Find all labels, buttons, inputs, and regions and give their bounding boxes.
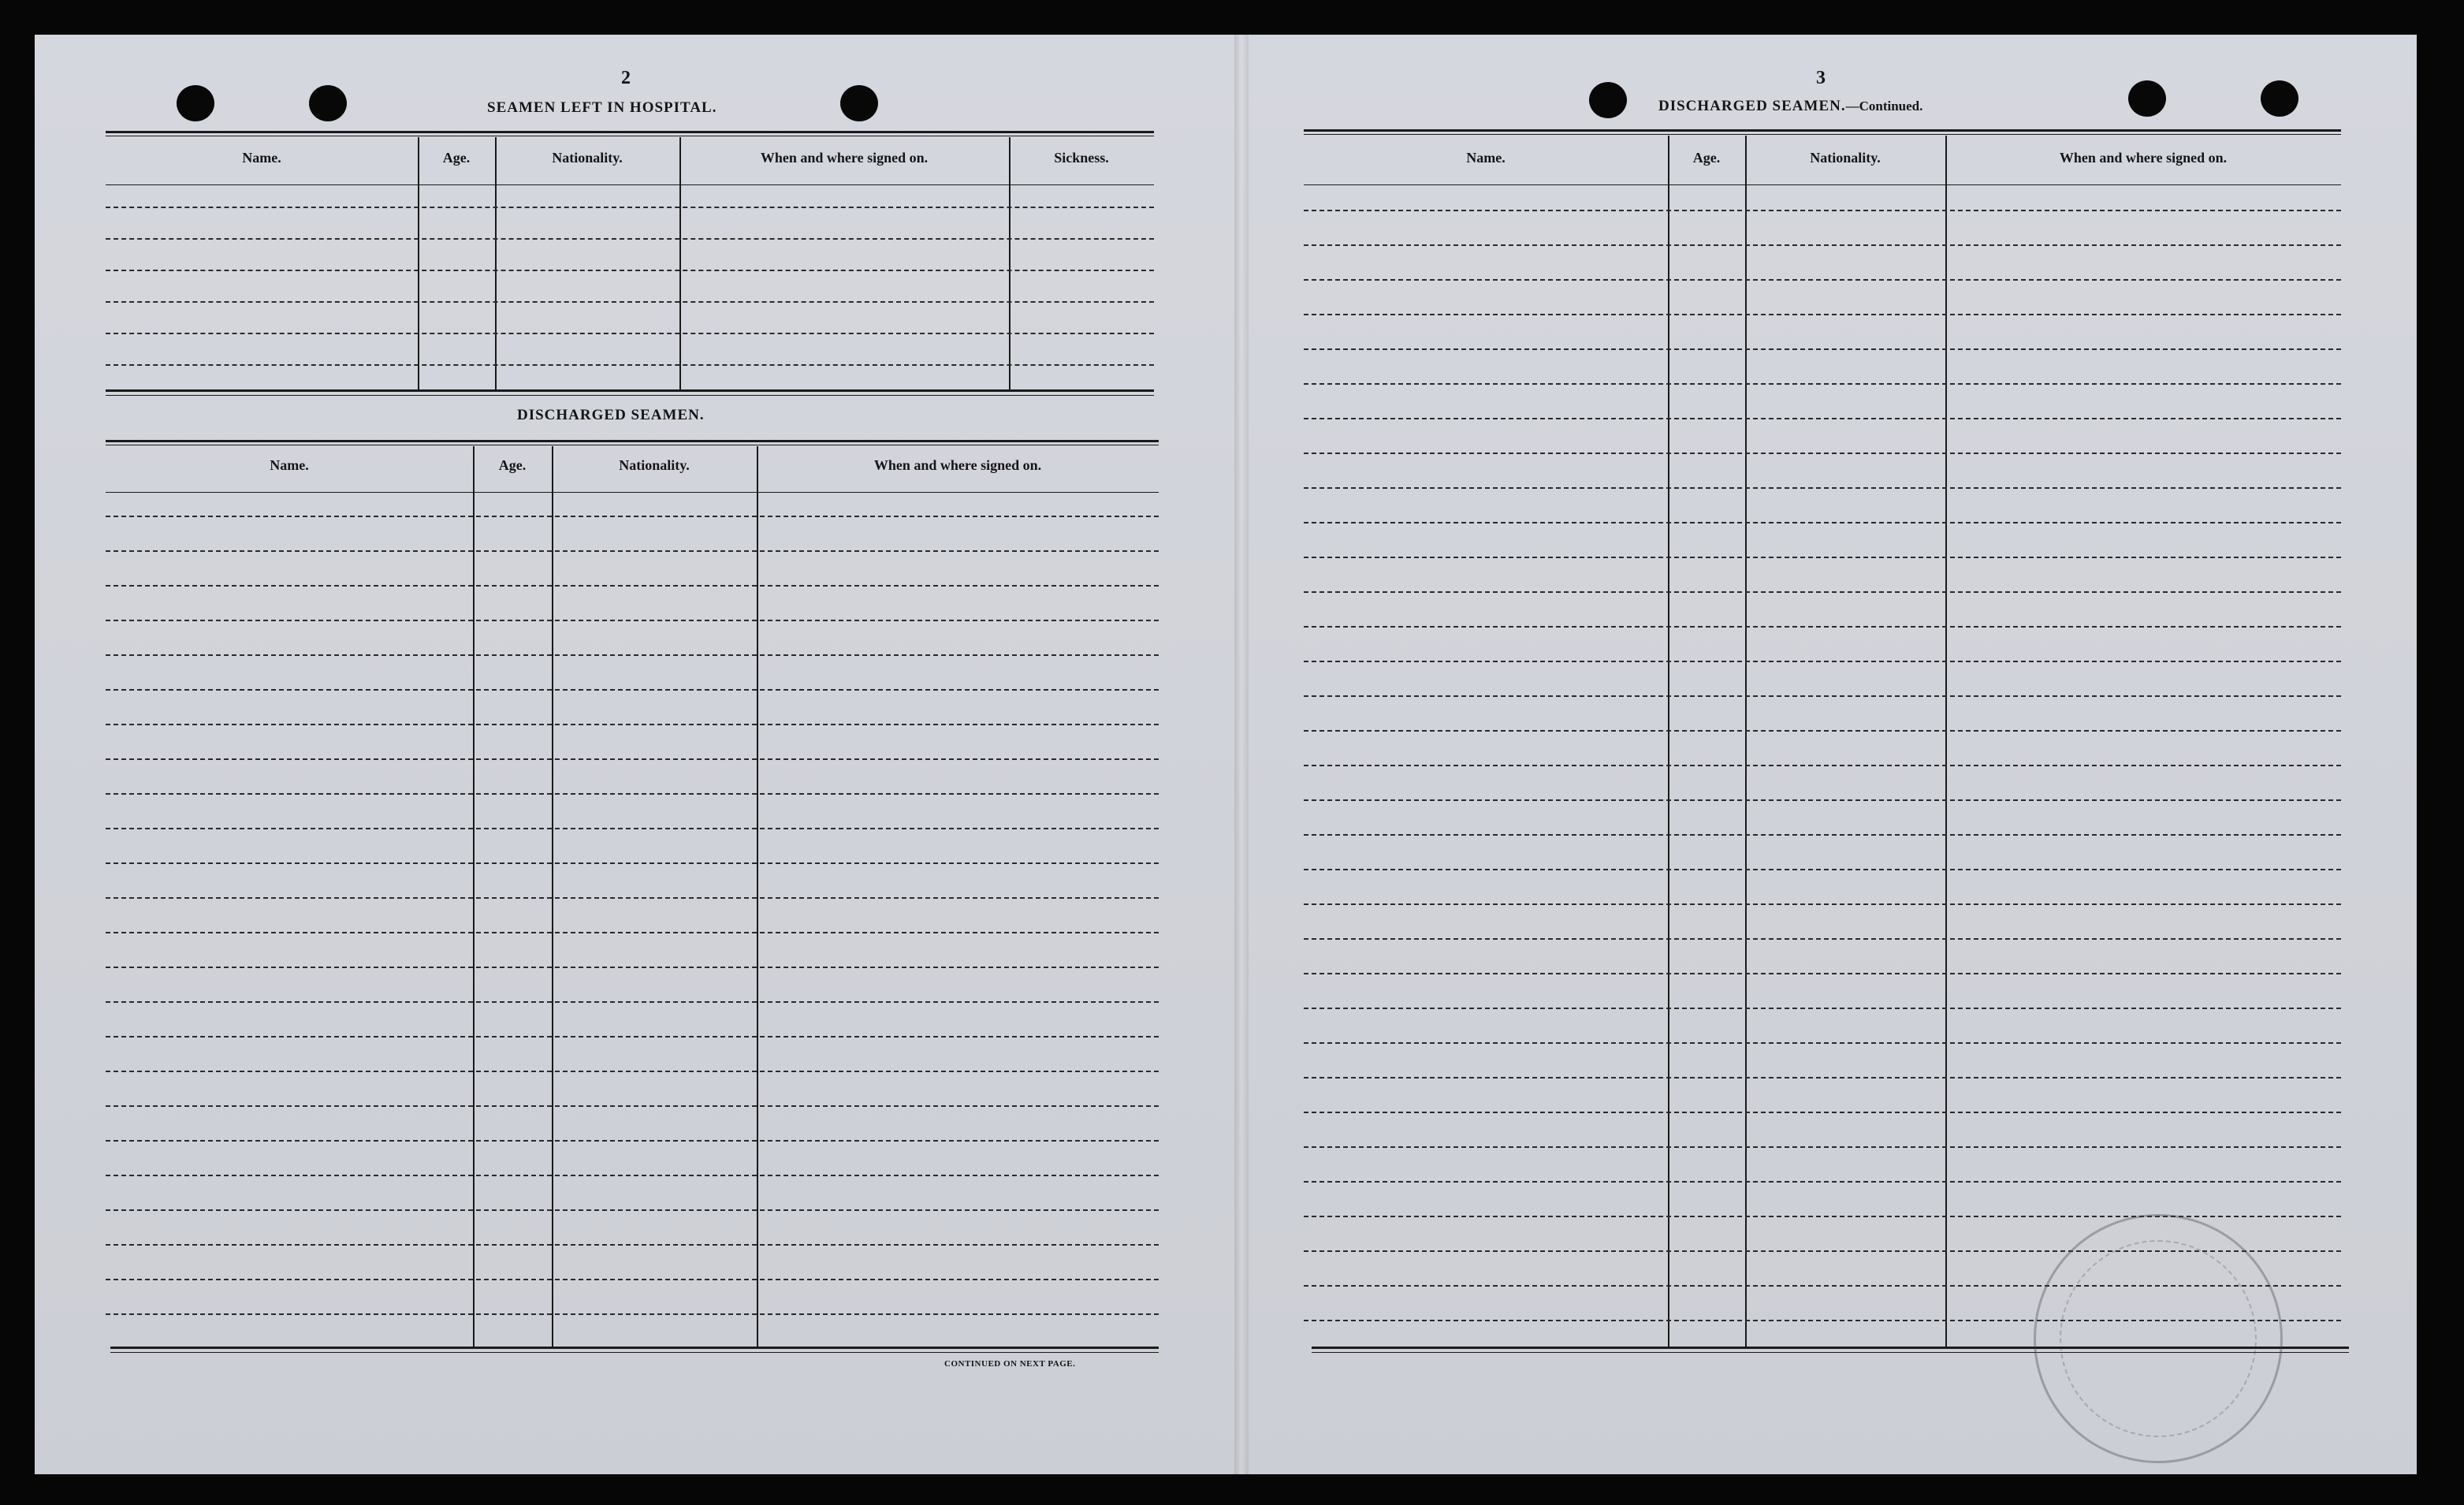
entry-row-line[interactable] (1304, 799, 2341, 801)
page-gutter (1234, 35, 1249, 1474)
discharged-continued-title (1658, 98, 1922, 115)
entry-row-line[interactable] (106, 1036, 1159, 1037)
entry-row-line[interactable] (106, 654, 1159, 656)
header-rule (106, 440, 1159, 442)
entry-row-line[interactable] (106, 1313, 1159, 1315)
punch-hole (309, 85, 347, 121)
entry-row-line[interactable] (106, 1140, 1159, 1142)
entry-row-line[interactable] (106, 1001, 1159, 1003)
entry-row-line[interactable] (106, 364, 1154, 366)
entry-row-line[interactable] (106, 758, 1159, 760)
entry-row-line[interactable] (1304, 591, 2341, 593)
header-rule (1304, 134, 2341, 135)
entry-row-line[interactable] (1304, 626, 2341, 628)
entry-row-line[interactable] (1304, 695, 2341, 697)
page-number: 2 (621, 68, 631, 88)
section-rule (106, 395, 1154, 396)
entry-row-line[interactable] (106, 932, 1159, 933)
postmark-stamp (2034, 1214, 2283, 1463)
header-underline (106, 184, 1154, 185)
discharged-section-title: DISCHARGED SEAMEN. (517, 407, 705, 423)
entry-row-line[interactable] (1304, 1146, 2341, 1148)
entry-row-line[interactable] (1304, 383, 2341, 385)
column-divider (495, 137, 497, 389)
entry-row-line[interactable] (1304, 453, 2341, 454)
column-header: Sickness. (1054, 150, 1109, 166)
section-rule (110, 1347, 1159, 1349)
column-header: Age. (498, 457, 527, 473)
column-header: Name. (242, 150, 281, 166)
entry-row-line[interactable] (1304, 348, 2341, 350)
section-rule (106, 389, 1154, 392)
entry-row-line[interactable] (106, 238, 1154, 240)
column-header: Nationality. (552, 150, 623, 166)
entry-row-line[interactable] (1304, 557, 2341, 558)
punch-hole (840, 85, 878, 121)
entry-row-line[interactable] (106, 301, 1154, 303)
column-divider (418, 137, 419, 389)
column-header: Age. (442, 150, 471, 166)
left-page (35, 35, 1241, 1474)
column-header: Name. (1466, 150, 1506, 166)
entry-row-line[interactable] (106, 550, 1159, 552)
column-divider (1745, 136, 1747, 1347)
entry-row-line[interactable] (106, 793, 1159, 795)
entry-row-line[interactable] (106, 1175, 1159, 1176)
entry-row-line[interactable] (1304, 314, 2341, 315)
column-header: Nationality. (1810, 150, 1881, 166)
entry-row-line[interactable] (1304, 1042, 2341, 1044)
entry-row-line[interactable] (1304, 210, 2341, 211)
page-number: 3 (1816, 68, 1826, 88)
entry-row-line[interactable] (1304, 1077, 2341, 1078)
header-underline (1304, 184, 2341, 185)
column-header: When and where signed on. (873, 457, 1042, 473)
entry-row-line[interactable] (1304, 730, 2341, 732)
entry-row-line[interactable] (1304, 938, 2341, 940)
entry-row-line[interactable] (1304, 1181, 2341, 1183)
discharged-continued-title-main: DISCHARGED SEAMEN. (1658, 98, 1846, 114)
column-header: When and where signed on. (2059, 150, 2228, 166)
column-header: Nationality. (619, 457, 690, 473)
column-header: Name. (270, 457, 309, 473)
entry-row-line[interactable] (1304, 418, 2341, 419)
entry-row-line[interactable] (106, 207, 1154, 208)
continued-footer: CONTINUED ON NEXT PAGE. (944, 1359, 1076, 1369)
continued-suffix: —Continued. (1845, 99, 1923, 114)
entry-row-line[interactable] (106, 897, 1159, 899)
section-rule (110, 1352, 1159, 1353)
entry-row-line[interactable] (106, 689, 1159, 691)
entry-row-line[interactable] (1304, 903, 2341, 905)
header-underline (106, 492, 1159, 493)
entry-row-line[interactable] (1304, 279, 2341, 281)
entry-row-line[interactable] (1304, 1112, 2341, 1113)
entry-row-line[interactable] (106, 1071, 1159, 1072)
punch-hole (2261, 80, 2298, 117)
entry-row-line[interactable] (1304, 661, 2341, 662)
entry-row-line[interactable] (106, 333, 1154, 334)
entry-row-line[interactable] (106, 862, 1159, 864)
entry-row-line[interactable] (106, 585, 1159, 587)
header-rule (1304, 129, 2341, 132)
column-divider (679, 137, 681, 389)
entry-row-line[interactable] (1304, 1008, 2341, 1009)
entry-row-line[interactable] (1304, 244, 2341, 246)
punch-hole (1589, 82, 1627, 118)
entry-row-line[interactable] (106, 1105, 1159, 1107)
entry-row-line[interactable] (106, 270, 1154, 271)
column-header: When and where signed on. (760, 150, 929, 166)
entry-row-line[interactable] (106, 967, 1159, 968)
column-divider (1945, 136, 1947, 1347)
column-header: Age. (1692, 150, 1721, 166)
entry-row-line[interactable] (106, 1279, 1159, 1280)
column-divider (552, 446, 553, 1347)
header-rule (106, 131, 1154, 133)
entry-row-line[interactable] (106, 828, 1159, 829)
column-divider (757, 446, 758, 1347)
entry-row-line[interactable] (106, 516, 1159, 517)
entry-row-line[interactable] (106, 620, 1159, 621)
column-divider (1009, 137, 1011, 389)
punch-hole (2128, 80, 2166, 117)
entry-row-line[interactable] (1304, 522, 2341, 523)
entry-row-line[interactable] (1304, 973, 2341, 974)
column-divider (1668, 136, 1669, 1347)
entry-row-line[interactable] (1304, 869, 2341, 870)
entry-row-line[interactable] (1304, 765, 2341, 766)
entry-row-line[interactable] (1304, 487, 2341, 489)
punch-hole (177, 85, 214, 121)
column-divider (473, 446, 475, 1347)
entry-row-line[interactable] (106, 1244, 1159, 1246)
hospital-section-title: SEAMEN LEFT IN HOSPITAL. (487, 99, 717, 116)
entry-row-line[interactable] (1304, 834, 2341, 836)
entry-row-line[interactable] (106, 724, 1159, 725)
entry-row-line[interactable] (106, 1209, 1159, 1211)
